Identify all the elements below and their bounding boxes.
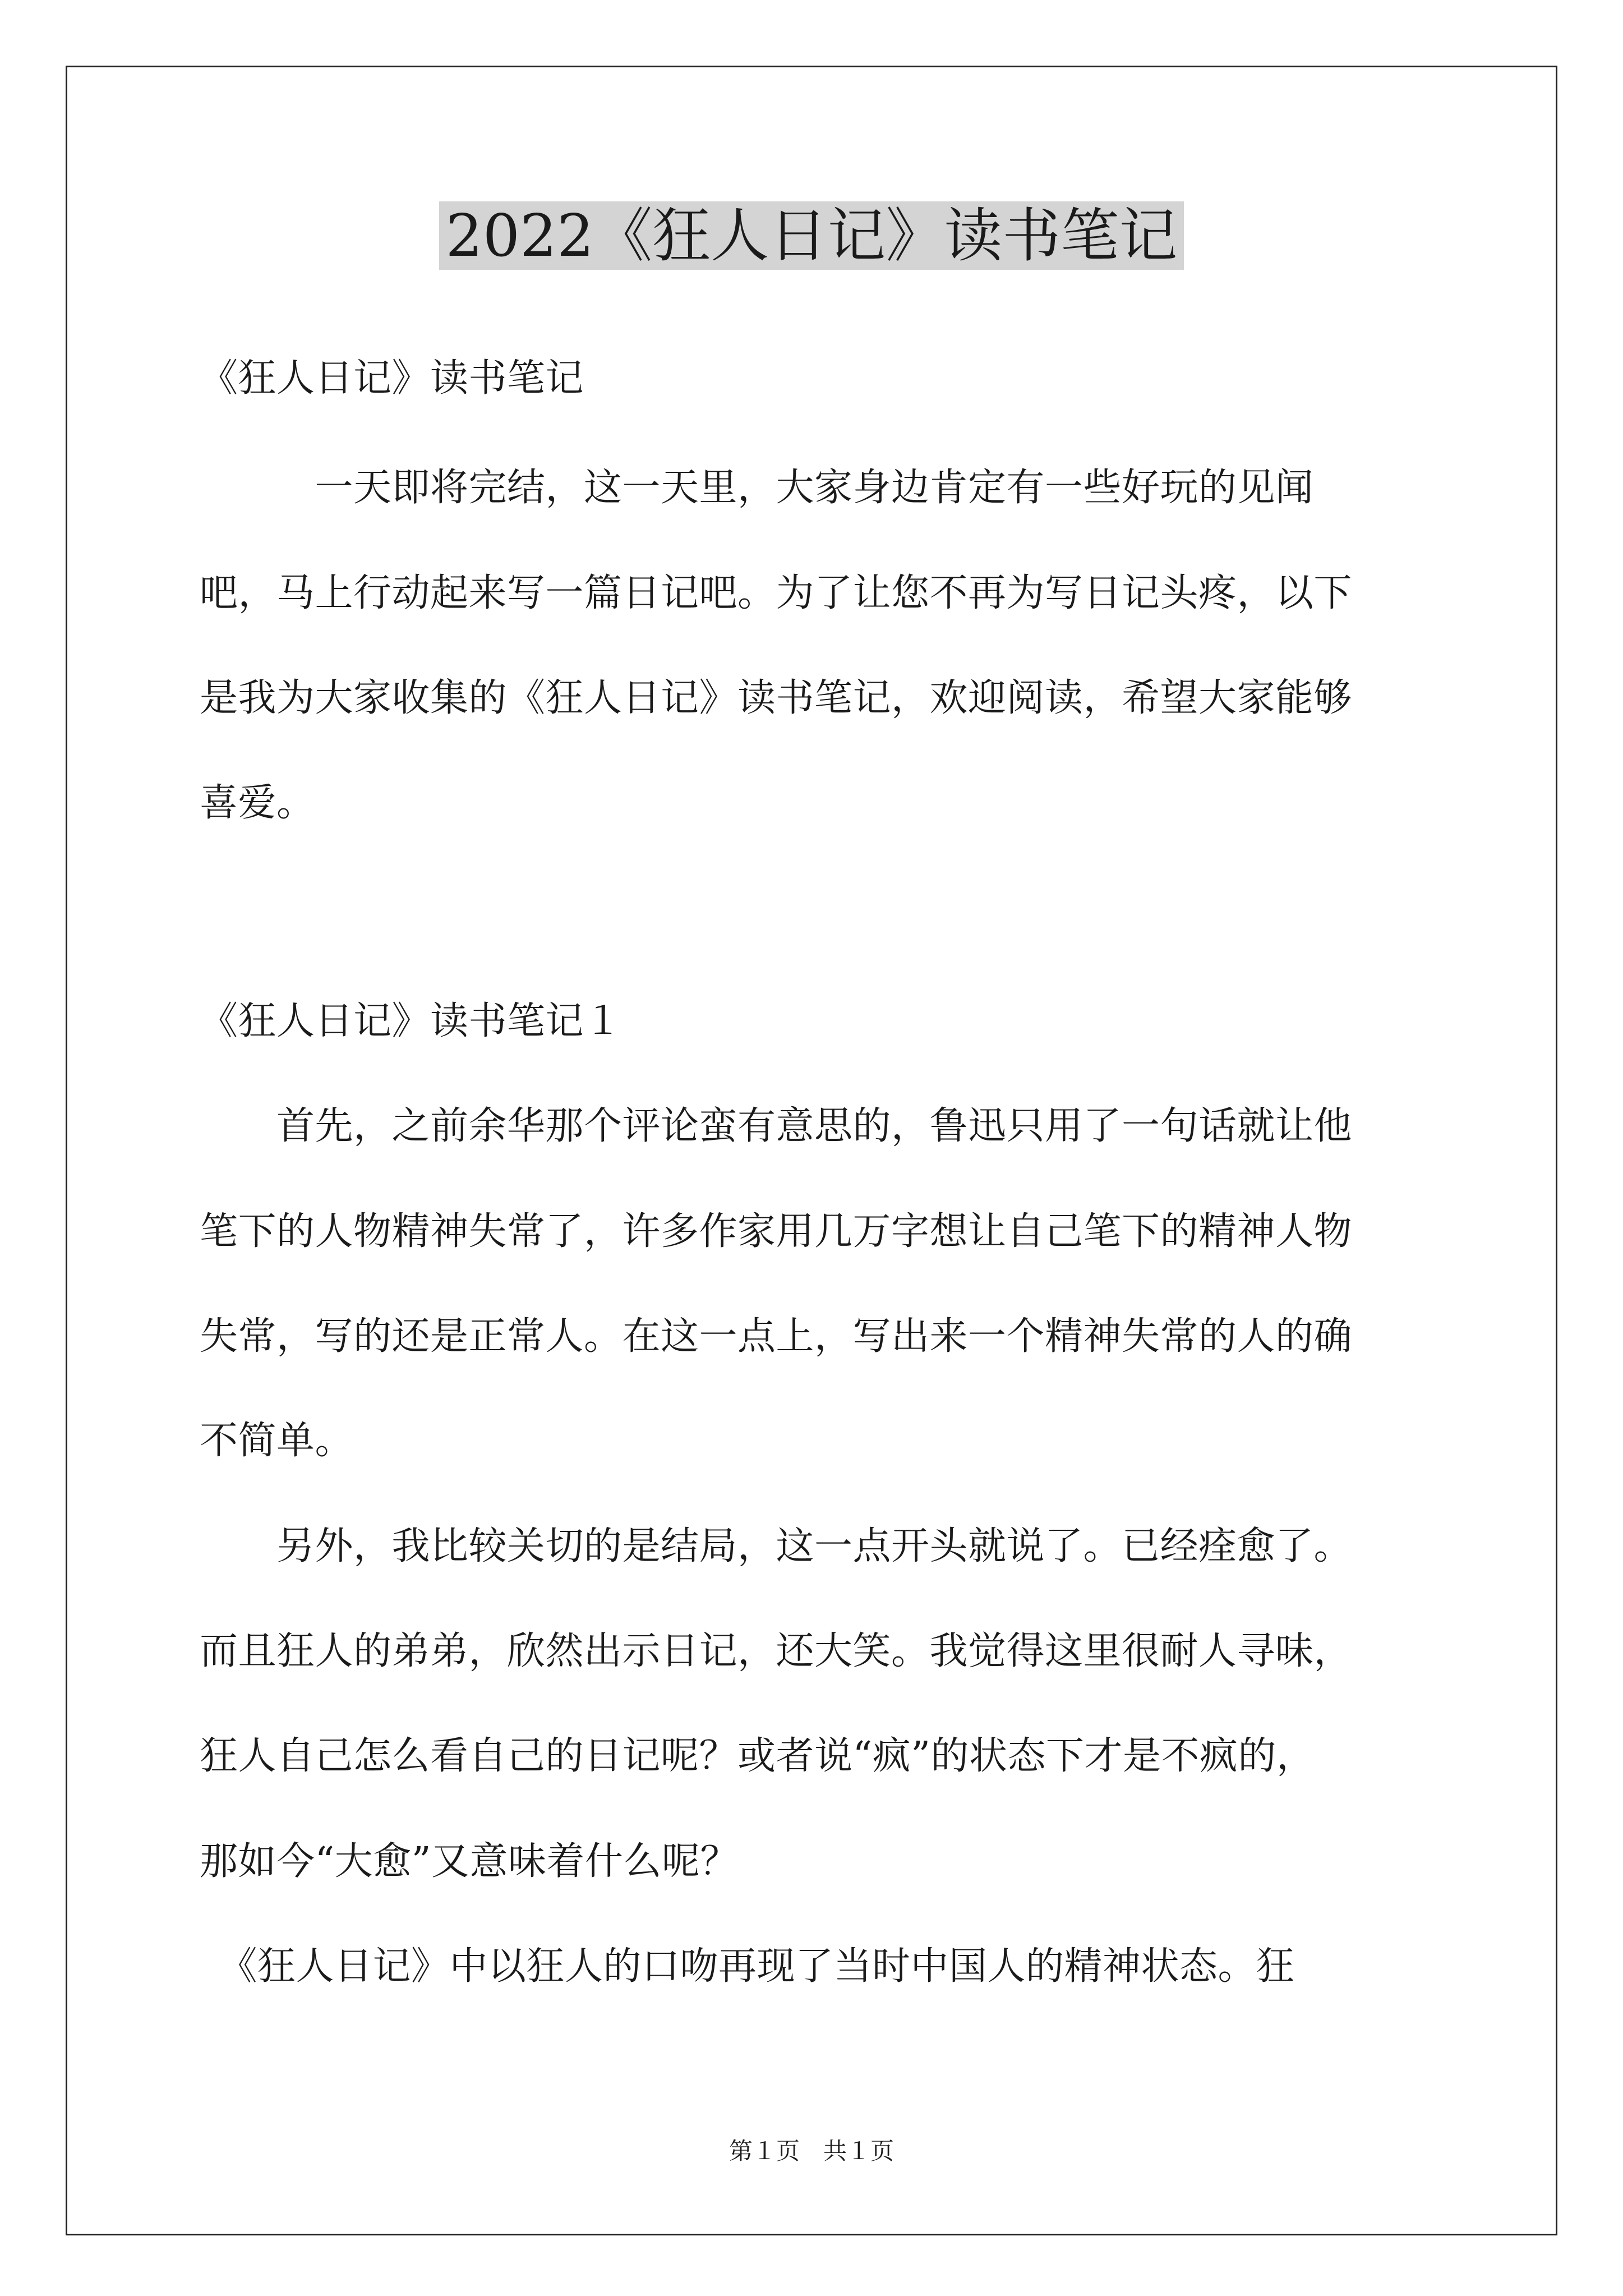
paragraph-line: 吧，马上行动起来写一篇日记吧。为了让您不再为写日记头疼，以下	[200, 571, 1353, 615]
page-footer: 第１页 共１页	[728, 2137, 894, 2165]
paragraph-line: 狂人自己怎么看自己的日记呢？或者说“疯”的状态下才是不疯的，	[200, 1734, 1315, 1778]
paragraph-line: 一天即将完结，这一天里，大家身边肯定有一些好玩的见闻	[200, 466, 1314, 510]
paragraph-line: 另外，我比较关切的是结局，这一点开头就说了。已经痊愈了。	[200, 1524, 1353, 1568]
paragraph-line: 首先，之前余华那个评论蛮有意思的，鲁迅只用了一句话就让他	[200, 1104, 1353, 1148]
paragraph-line: 那如今“大愈”又意味着什么呢？	[200, 1839, 739, 1884]
paragraph-line: 而且狂人的弟弟，欣然出示日记，还大笑。我觉得这里很耐人寻味，	[200, 1629, 1353, 1673]
subtitle-line: 《狂人日记》读书笔记	[200, 356, 584, 401]
paragraph-line: 不简单。	[200, 1419, 354, 1463]
section-heading: 《狂人日记》读书笔记１	[200, 999, 623, 1043]
paragraph-line: 笔下的人物精神失常了，许多作家用几万字想让自己笔下的精神人物	[200, 1209, 1353, 1254]
paragraph-line: 是我为大家收集的《狂人日记》读书笔记，欢迎阅读，希望大家能够	[200, 676, 1353, 720]
paragraph-line: 喜爱。	[200, 781, 315, 825]
paragraph-line: 失常，写的还是正常人。在这一点上，写出来一个精神失常的人的确	[200, 1314, 1353, 1359]
paragraph-line: 《狂人日记》中以狂人的口吻再现了当时中国人的精神状态。狂	[200, 1944, 1295, 1989]
document-title: 2022《狂人日记》读书笔记	[0, 194, 1623, 278]
